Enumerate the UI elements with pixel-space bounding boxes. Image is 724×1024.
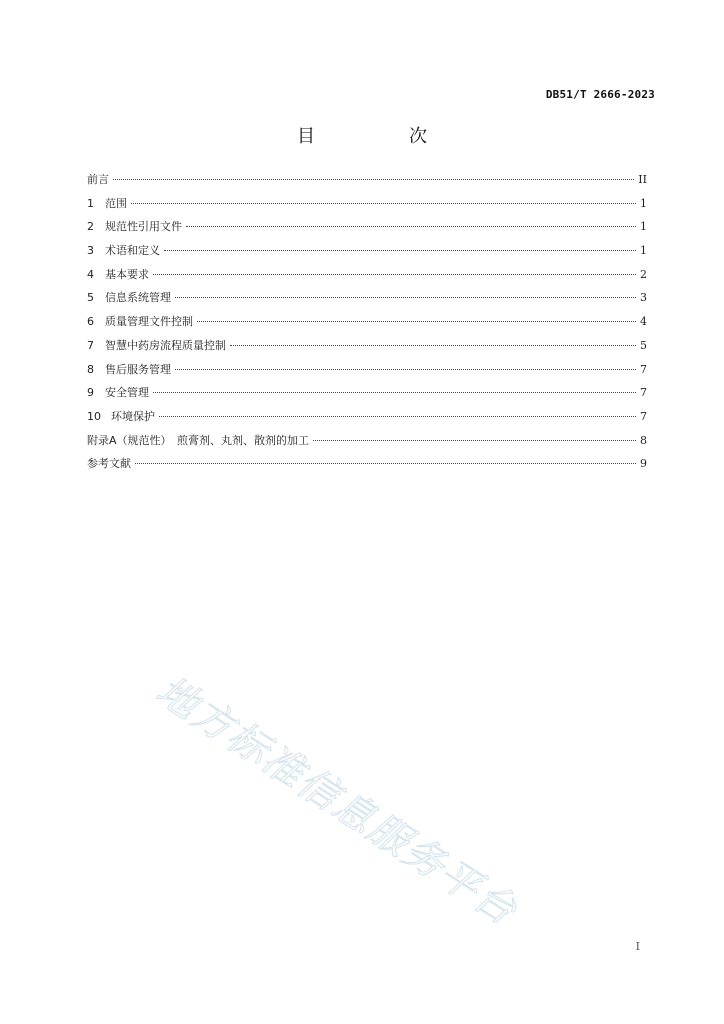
toc-entry-page: 7: [640, 409, 647, 423]
toc-entry-number: 6: [87, 315, 94, 329]
toc-entry-number: 7: [87, 338, 94, 352]
toc-entry-page: 4: [640, 315, 647, 329]
toc-entry-bibliography[interactable]: [87, 456, 647, 480]
toc-entry-label: 附录A（规范性） 煎膏剂、丸剂、散剂的加工: [87, 433, 310, 447]
toc-entry-number: 2: [87, 220, 94, 234]
toc-entry-label: 前言: [87, 173, 109, 186]
toc-entry-label: 质量管理文件控制: [105, 315, 193, 329]
toc-leader-dots: [230, 345, 636, 346]
toc-entry-normative-references[interactable]: [87, 219, 647, 243]
toc-entry-quality-documents[interactable]: [87, 314, 647, 338]
toc-leader-dots: [313, 440, 636, 441]
toc-entry-number: 1: [87, 196, 94, 210]
toc-entry-number: 10: [87, 409, 101, 423]
toc-entry-basic-requirements[interactable]: [87, 267, 647, 291]
toc-entry-label: 安全管理: [105, 386, 149, 400]
toc-entry-environment[interactable]: [87, 409, 647, 433]
toc-entry-label: 范围: [105, 196, 127, 210]
toc-entry-label: 基本要求: [105, 267, 149, 281]
toc-entry-number: 4: [87, 267, 94, 281]
toc-leader-dots: [153, 392, 636, 393]
toc-entry-label: 环境保护: [111, 409, 155, 423]
toc-leader-dots: [164, 250, 636, 251]
toc-leader-dots: [175, 297, 636, 298]
toc-entry-label: 术语和定义: [105, 244, 160, 258]
toc-entry-page: 2: [640, 267, 647, 281]
toc-entry-label: 售后服务管理: [105, 362, 171, 376]
toc-entry-scope[interactable]: [87, 196, 647, 220]
toc-leader-dots: [131, 203, 636, 204]
toc-entry-number: 8: [87, 362, 94, 376]
toc-entry-foreword[interactable]: [87, 172, 647, 196]
page-number: I: [635, 940, 640, 953]
toc-entry-page: 8: [640, 433, 647, 447]
toc-title: 目 次: [297, 126, 465, 147]
table-of-contents: [87, 172, 647, 480]
toc-entry-page: 5: [640, 338, 647, 352]
toc-entry-after-sales[interactable]: [87, 362, 647, 386]
toc-entry-appendix-a[interactable]: [87, 433, 647, 457]
toc-leader-dots: [159, 416, 636, 417]
toc-entry-page: 1: [640, 244, 647, 258]
toc-leader-dots: [175, 369, 636, 370]
toc-entry-number: 5: [87, 291, 94, 305]
toc-leader-dots: [135, 463, 636, 464]
toc-entry-label: 参考文献: [87, 457, 131, 471]
toc-entry-terms-definitions[interactable]: [87, 243, 647, 267]
toc-entry-information-system[interactable]: [87, 290, 647, 314]
toc-entry-number: 3: [87, 244, 94, 258]
toc-entry-safety[interactable]: [87, 385, 647, 409]
toc-entry-page: 3: [640, 291, 647, 305]
toc-entry-page: 1: [640, 196, 647, 210]
toc-leader-dots: [197, 321, 636, 322]
toc-entry-page: II: [638, 173, 647, 186]
toc-entry-label: 规范性引用文件: [105, 220, 182, 234]
toc-leader-dots: [153, 274, 636, 275]
toc-entry-number: 9: [87, 386, 94, 400]
toc-entry-page: 9: [640, 457, 647, 471]
toc-entry-process-quality[interactable]: [87, 338, 647, 362]
toc-entry-page: 7: [640, 386, 647, 400]
document-code: DB51/T 2666-2023: [545, 88, 655, 101]
watermark-text: 地方标准信息服务平台: [148, 667, 526, 935]
toc-entry-page: 1: [640, 220, 647, 234]
toc-entry-label: 智慧中药房流程质量控制: [105, 338, 226, 352]
toc-entry-page: 7: [640, 362, 647, 376]
toc-leader-dots: [186, 226, 636, 227]
toc-entry-label: 信息系统管理: [105, 291, 171, 305]
toc-leader-dots: [113, 179, 634, 180]
